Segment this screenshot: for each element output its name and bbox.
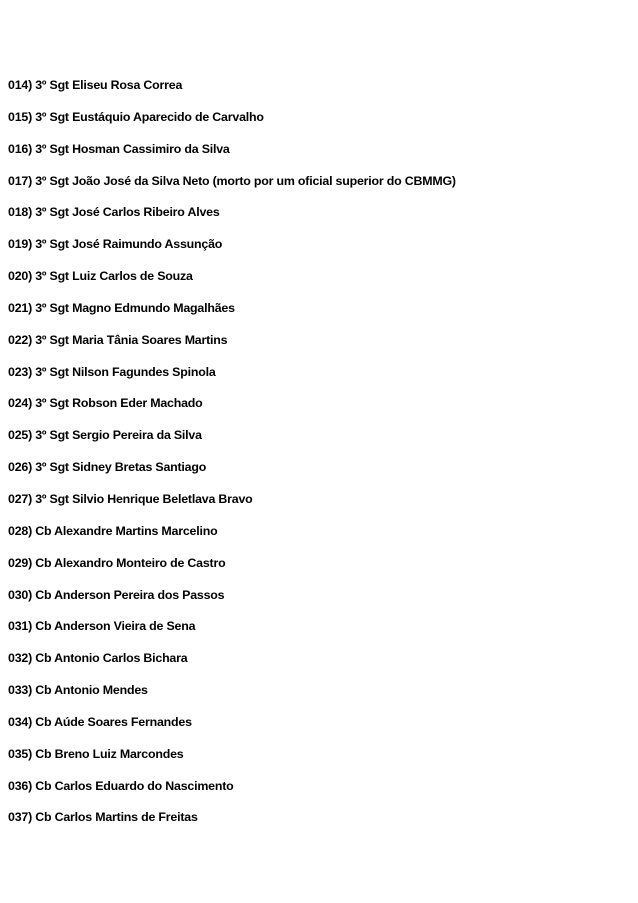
list-item: 014) 3º Sgt Eliseu Rosa Correa (8, 78, 183, 92)
list-item: 017) 3º Sgt João José da Silva Neto (morto por um oficial superior do CBMMG) (8, 173, 456, 188)
list-item: 019) 3º Sgt José Raimundo Assunção (8, 237, 223, 252)
list-item: 036) Cb Carlos Eduardo do Nascimento (8, 778, 234, 793)
list-item: 033) Cb Antonio Mendes (8, 683, 148, 698)
list-item: 025) 3º Sgt Sergio Pereira da Silva (8, 428, 202, 443)
list-item: 030) Cb Anderson Pereira dos Passos (8, 587, 225, 602)
list-item: 016) 3º Sgt Hosman Cassimiro da Silva (8, 141, 230, 156)
personnel-list (8, 75, 456, 839)
list-item: 034) Cb Aúde Soares Fernandes (8, 714, 192, 729)
list-item: 021) 3º Sgt Magno Edmundo Magalhães (8, 300, 235, 315)
list-item: 018) 3º Sgt José Carlos Ribeiro Alves (8, 205, 220, 220)
list-item: 031) Cb Anderson Vieira de Sena (8, 619, 196, 634)
list-item: 023) 3º Sgt Nilson Fagundes Spinola (8, 364, 216, 379)
list-item: 015) 3º Sgt Eustáquio Aparecido de Carvalho (8, 109, 264, 124)
list-item: 032) Cb Antonio Carlos Bichara (8, 651, 188, 666)
list-item: 024) 3º Sgt Robson Eder Machado (8, 396, 203, 411)
list-item: 020) 3º Sgt Luiz Carlos de Souza (8, 269, 193, 284)
list-item: 029) Cb Alexandro Monteiro de Castro (8, 555, 226, 570)
list-item: 026) 3º Sgt Sidney Bretas Santiago (8, 460, 207, 475)
list-item: 035) Cb Breno Luiz Marcondes (8, 746, 184, 761)
list-item: 028) Cb Alexandre Martins Marcelino (8, 523, 218, 538)
list-item: 037) Cb Carlos Martins de Freitas (8, 810, 198, 825)
list-item: 022) 3º Sgt Maria Tânia Soares Martins (8, 332, 228, 347)
list-item: 027) 3º Sgt Silvio Henrique Beletlava Bravo (8, 491, 253, 506)
